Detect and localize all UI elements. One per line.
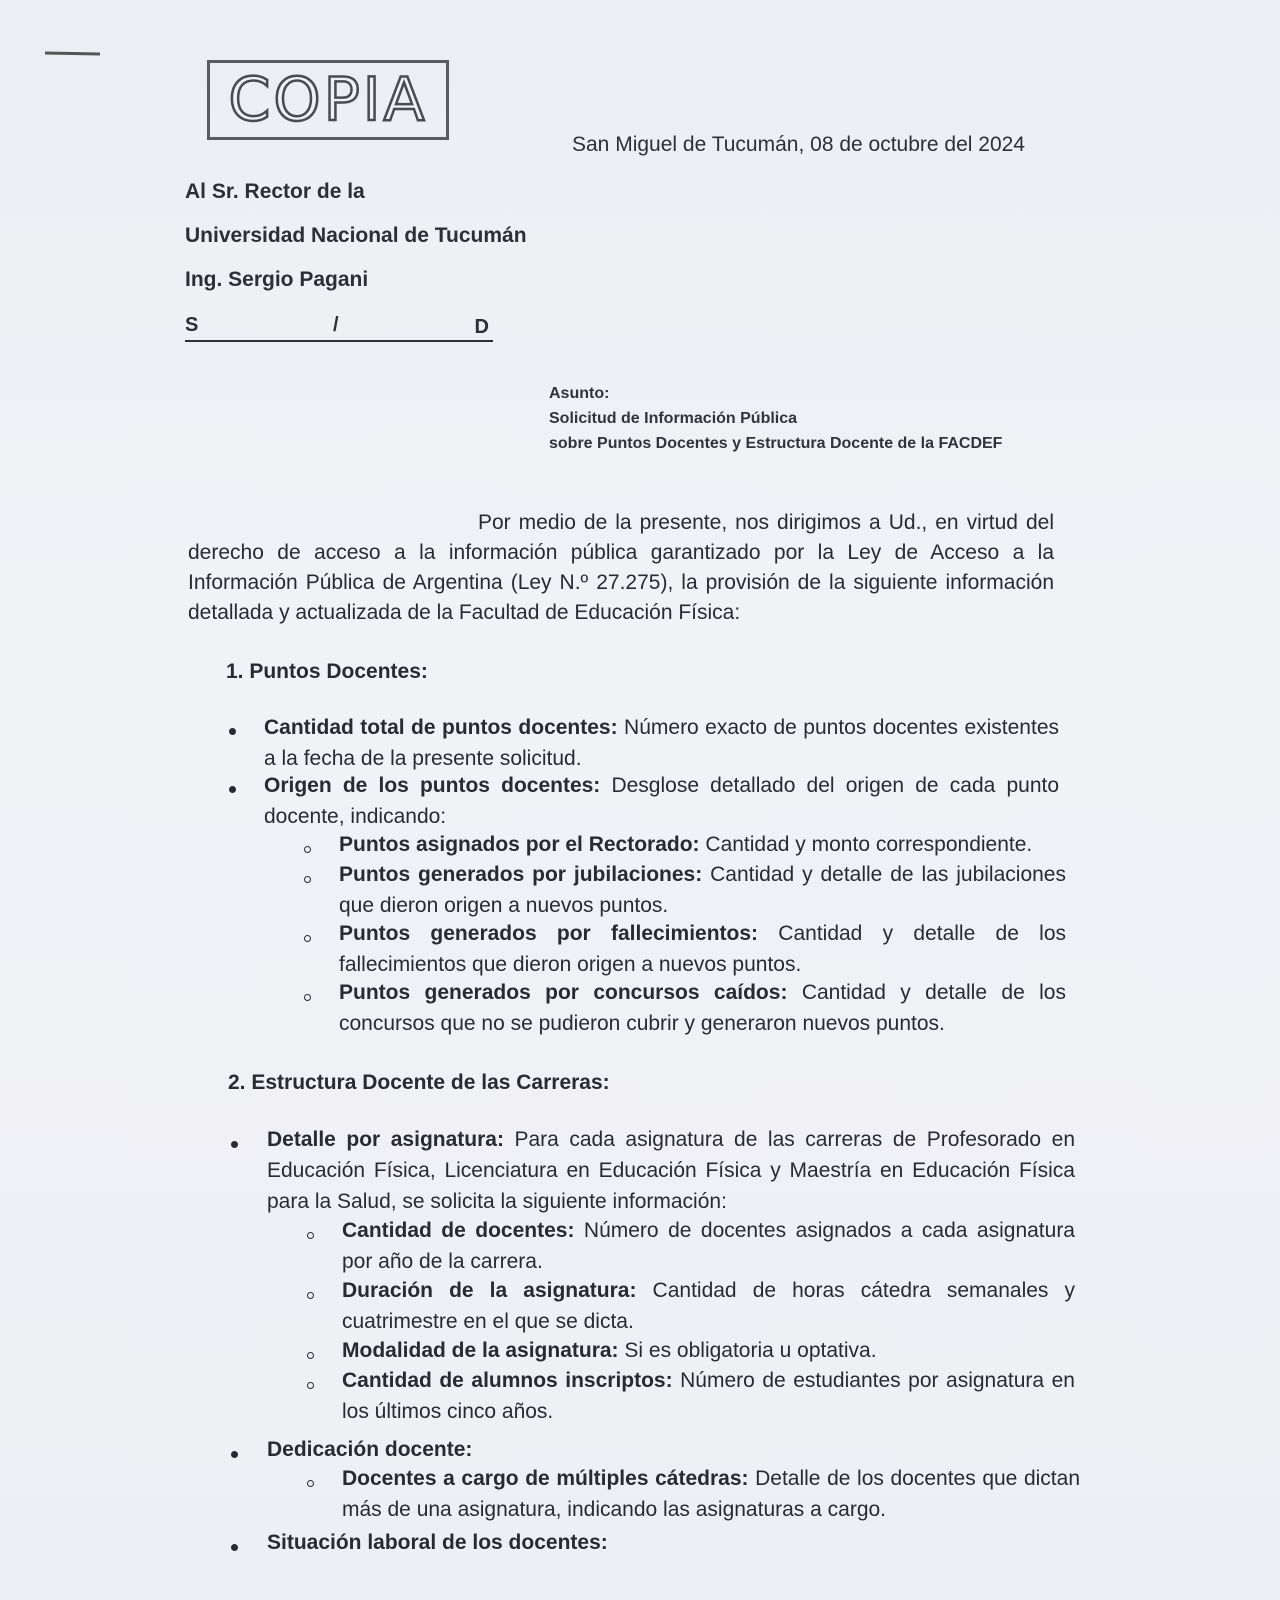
item-heading: Situación laboral de los docentes: (267, 1531, 608, 1554)
item-heading: Origen de los puntos docentes: (264, 774, 601, 797)
addressee-line-3: Ing. Sergio Pagani (185, 268, 369, 291)
item-heading: Puntos generados por concursos caídos: (339, 981, 788, 1004)
item-text: Número de estudiantes por asignatura en los últimos cinco años. (342, 1369, 1075, 1423)
item-heading: Cantidad total de puntos docentes: (264, 716, 618, 739)
item-text: Desglose detallado del origen de cada punto docente, indicando: (264, 774, 1060, 828)
sd-s: S (185, 314, 199, 336)
circle-bullet-icon (304, 994, 311, 1001)
item-text: Cantidad y detalle de los concursos que no se pudieron cubrir y generaron nuevos puntos. (339, 981, 1066, 1035)
circle-bullet-icon (307, 1352, 314, 1359)
circle-bullet-icon (307, 1232, 314, 1239)
sub-list-item (339, 859, 1066, 921)
addressee-line-1: Al Sr. Rector de la (185, 180, 365, 203)
sub-list-item (342, 1335, 1075, 1366)
subject-block (549, 381, 1002, 456)
item-text: Cantidad de horas cátedra semanales y cuatrimestre en el que se dicta. (342, 1279, 1075, 1333)
intro-paragraph (188, 508, 1054, 628)
circle-bullet-icon (307, 1292, 314, 1299)
sd-d: D (474, 316, 489, 338)
circle-bullet-icon (304, 846, 311, 853)
list-item (264, 770, 1059, 832)
list-item (267, 1527, 1075, 1558)
item-text: Número exacto de puntos docentes existentes a la fecha de la presente solicitud. (264, 716, 1059, 770)
item-text: Cantidad y detalle de los fallecimientos que dieron origen a nuevos puntos. (339, 922, 1066, 976)
list-item (264, 712, 1059, 774)
sub-list-item (339, 918, 1066, 980)
section-1-title: 1. Puntos Docentes: (226, 660, 428, 683)
sub-list-item (342, 1275, 1075, 1337)
item-heading: Puntos generados por jubilaciones: (339, 863, 703, 886)
intro-text: Por medio de la presente, nos dirigimos a Ud., en virtud del derecho de acceso a la información pública garantizado por la Ley de Acceso a la Información Pública de Argentina (Ley N.º 27.275), la provisión de la siguiente información detallada y actualizada de la Facultad de Educación Física: (188, 511, 1054, 624)
sub-list-item (339, 829, 1066, 860)
sd-line (185, 312, 493, 342)
sd-slash: / (333, 314, 339, 336)
item-text: Si es obligatoria u optativa. (618, 1339, 877, 1362)
list-item (267, 1434, 1075, 1465)
sub-list-item (342, 1215, 1075, 1277)
item-heading: Cantidad de docentes: (342, 1219, 575, 1242)
circle-bullet-icon (307, 1480, 314, 1487)
item-heading: Detalle por asignatura: (267, 1128, 504, 1151)
item-text: Cantidad y monto correspondiente. (699, 833, 1033, 856)
addressee-line-2: Universidad Nacional de Tucumán (185, 224, 527, 247)
bullet-icon (231, 1451, 238, 1458)
copy-stamp (207, 60, 449, 140)
sub-list-item (339, 977, 1066, 1039)
subject-label: Asunto: (549, 385, 610, 402)
item-text: Para cada asignatura de las carreras de Profesorado en Educación Física, Licenciatura en Educación Física y Maestría en Educación Física para la Salud, se solicita la siguiente información: (267, 1128, 1075, 1213)
bullet-icon (231, 1544, 238, 1551)
bullet-icon (229, 728, 236, 735)
item-text: Cantidad y detalle de las jubilaciones que dieron origen a nuevos puntos. (339, 863, 1066, 917)
item-text: Número de docentes asignados a cada asignatura por año de la carrera. (342, 1219, 1075, 1273)
item-text: Detalle de los docentes que dictan más de una asignatura, indicando las asignaturas a cargo. (342, 1467, 1081, 1521)
item-heading: Cantidad de alumnos inscriptos: (342, 1369, 673, 1392)
item-heading: Dedicación docente: (267, 1438, 473, 1461)
circle-bullet-icon (307, 1382, 314, 1389)
item-heading: Puntos asignados por el Rectorado: (339, 833, 700, 856)
item-heading: Modalidad de la asignatura: (342, 1339, 619, 1362)
letter-date: San Miguel de Tucumán, 08 de octubre del 2024 (572, 133, 1025, 156)
section-2-title: 2. Estructura Docente de las Carreras: (228, 1071, 610, 1094)
addressee-block (185, 180, 527, 312)
item-heading: Duración de la asignatura: (342, 1279, 637, 1302)
pen-mark (45, 52, 100, 56)
circle-bullet-icon (304, 876, 311, 883)
item-heading: Puntos generados por fallecimientos: (339, 922, 759, 945)
sub-list-item (342, 1463, 1080, 1525)
circle-bullet-icon (304, 935, 311, 942)
subject-line-2: sobre Puntos Docentes y Estructura Docente de la FACDEF (549, 435, 1003, 452)
item-heading: Docentes a cargo de múltiples cátedras: (342, 1467, 749, 1490)
stamp-text: COPIA (228, 65, 428, 135)
bullet-icon (231, 1141, 238, 1148)
sub-list-item (342, 1365, 1075, 1427)
bullet-icon (229, 786, 236, 793)
subject-line-1: Solicitud de Información Pública (549, 410, 798, 427)
list-item (267, 1124, 1075, 1217)
